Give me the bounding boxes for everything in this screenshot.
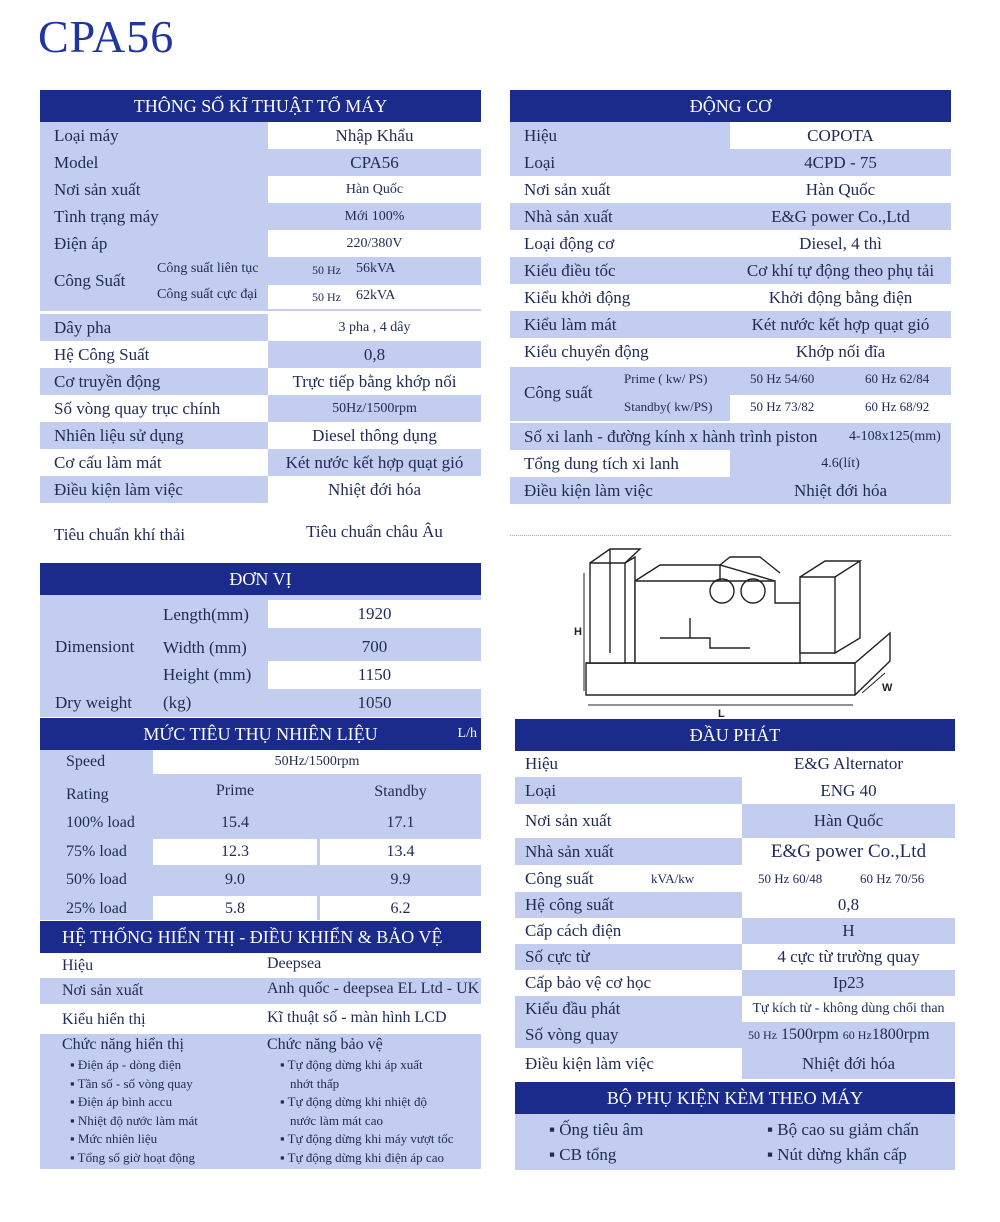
alternator-speed-row bbox=[515, 1022, 955, 1048]
control-row bbox=[40, 978, 481, 1004]
spec-label: Số vòng quay trục chính bbox=[54, 399, 221, 418]
fuel-load-label: 75% load bbox=[66, 842, 127, 860]
spec-row bbox=[40, 122, 481, 149]
display-function-item: ▪ Điện áp bình accu bbox=[70, 1094, 173, 1109]
fuel-load-label: 50% load bbox=[66, 871, 127, 888]
alternator-row bbox=[515, 777, 955, 804]
alternator-row bbox=[515, 892, 955, 918]
alternator-power-label: Công suất bbox=[525, 869, 594, 888]
alternator-power-60: 60 Hz 70/56 bbox=[860, 871, 925, 886]
accessory-item: ▪ Nút dừng khẩn cấp bbox=[767, 1145, 907, 1164]
alternator-row bbox=[515, 804, 955, 838]
width-label: Width (mm) bbox=[163, 638, 247, 657]
spec-value-cell bbox=[268, 149, 481, 176]
alternator-power-50: 50 Hz 60/48 bbox=[758, 871, 823, 886]
protect-function-item: ▪ Tự động dừng khi điện áp cao bbox=[280, 1149, 444, 1165]
alternator-label: Kiểu đầu phát bbox=[525, 999, 621, 1018]
spec-label: Nơi sản xuất bbox=[54, 180, 141, 199]
spec-value-cell bbox=[268, 314, 481, 341]
accessory-item: ▪ CB tổng bbox=[549, 1145, 617, 1164]
alternator-cond-value: Nhiệt đới hóa bbox=[801, 1054, 896, 1073]
page-title: CPA56 bbox=[38, 11, 175, 62]
alternator-label: Nhà sản xuất bbox=[525, 842, 614, 861]
engine-label: Kiểu điều tốc bbox=[524, 261, 616, 280]
control-row bbox=[40, 953, 481, 979]
max-power-label: Công suất cực đại bbox=[157, 287, 258, 302]
engine-row bbox=[510, 477, 951, 504]
fuel-header-title: MỨC TIÊU THỤ NHIÊN LIỆU bbox=[143, 724, 378, 744]
alternator-value: E&G power Co.,Ltd bbox=[770, 841, 927, 862]
engine-row bbox=[510, 257, 951, 284]
accessory-item: ▪ Bộ cao su giảm chấn bbox=[767, 1120, 919, 1139]
spec-value: Mới 100% bbox=[344, 209, 405, 224]
protect-function-item: ▪ Tự động dừng khi áp xuất bbox=[280, 1057, 423, 1072]
alternator-row bbox=[515, 944, 955, 970]
engine-value-cell bbox=[730, 176, 951, 203]
control-value: Anh quốc - deepsea EL Ltd - UK bbox=[267, 980, 480, 997]
spec-value: Hàn Quốc bbox=[345, 182, 404, 197]
spec-value-cell bbox=[268, 422, 481, 449]
control-value: Kĩ thuật số - màn hình LCD bbox=[267, 1009, 447, 1026]
width-value: 700 bbox=[361, 637, 388, 656]
control-label: Nơi sản xuất bbox=[62, 982, 144, 999]
spec-row bbox=[40, 422, 481, 449]
spec-row bbox=[40, 341, 481, 368]
accessory-item: ▪ Ống tiêu âm bbox=[549, 1120, 644, 1139]
control-row bbox=[40, 1007, 481, 1033]
spec-label: Dây pha bbox=[54, 318, 112, 337]
spec-value-cell bbox=[268, 203, 481, 230]
fuel-standby-cell bbox=[320, 839, 481, 865]
engine-value: Hàn Quốc bbox=[805, 180, 876, 199]
alternator-power-row bbox=[515, 865, 955, 892]
engine-row bbox=[510, 450, 951, 477]
emission-row bbox=[40, 521, 481, 548]
length-label: Length(mm) bbox=[163, 605, 249, 624]
emission-value: Tiêu chuẩn châu Âu bbox=[306, 522, 443, 541]
control-label: Hiệu bbox=[62, 957, 94, 974]
spec-label: Cơ cấu làm mát bbox=[54, 453, 162, 472]
engine-value: Khởi động bằng điện bbox=[768, 288, 913, 307]
alternator-row bbox=[515, 918, 955, 944]
control-header: HỆ THỐNG HIỂN THỊ - ĐIỀU KHIỂN & BẢO VỆ bbox=[40, 921, 481, 953]
spec-value: 50Hz/1500rpm bbox=[332, 401, 417, 416]
spec-label: Hệ Công Suất bbox=[54, 345, 150, 364]
dry-weight-value: 1050 bbox=[357, 693, 392, 712]
engine-row bbox=[510, 284, 951, 311]
fuel-prime-value: 15.4 bbox=[221, 814, 249, 831]
fuel-prime-value: 12.3 bbox=[221, 842, 249, 860]
fuel-prime-cell bbox=[153, 810, 317, 836]
engine-label: Loại động cơ bbox=[524, 234, 615, 253]
display-function-item: ▪ Tổng số giờ hoạt động bbox=[70, 1149, 195, 1165]
fuel-standby-cell bbox=[320, 896, 481, 922]
protect-functions-title: Chức năng bảo vệ bbox=[267, 1036, 383, 1053]
alternator-value: 0,8 bbox=[837, 895, 860, 914]
engine-value-cell bbox=[730, 450, 951, 477]
engine-value: COPOTA bbox=[807, 126, 874, 145]
engine-label: Kiểu chuyển động bbox=[524, 342, 649, 361]
alternator-value-cell bbox=[742, 918, 955, 944]
engine-value: Diesel, 4 thì bbox=[799, 234, 882, 253]
cont-power-cell bbox=[268, 259, 481, 283]
spec-row bbox=[40, 449, 481, 476]
engine-header: ĐỘNG CƠ bbox=[510, 90, 951, 122]
spec-value-cell bbox=[268, 176, 481, 203]
alternator-label: Số cực từ bbox=[525, 947, 590, 966]
engine-value: Khớp nối đĩa bbox=[795, 342, 886, 361]
engine-value: Nhiệt đới hóa bbox=[793, 481, 888, 500]
protect-function-item: ▪ Tự động dừng khi máy vượt tốc bbox=[280, 1131, 454, 1146]
alternator-label: Hiệu bbox=[525, 754, 559, 773]
alternator-cond-row bbox=[515, 1048, 955, 1079]
engine-row bbox=[510, 122, 951, 149]
engine-value-cell bbox=[730, 284, 951, 311]
fuel-prime-cell bbox=[153, 867, 317, 893]
fuel-prime-value: 5.8 bbox=[225, 899, 245, 917]
spec-value-cell bbox=[268, 476, 481, 503]
fuel-header bbox=[40, 718, 481, 750]
display-function-item: ▪ Tần số - số vòng quay bbox=[70, 1075, 193, 1091]
spec-value-cell bbox=[268, 122, 481, 149]
alternator-value: E&G Alternator bbox=[793, 754, 904, 773]
spec-row bbox=[40, 368, 481, 395]
alternator-value: Tự kích từ - không dùng chổi than bbox=[752, 1001, 945, 1016]
fuel-load-label: 100% load bbox=[66, 814, 135, 831]
engine-row bbox=[510, 176, 951, 203]
fuel-prime-cell bbox=[153, 896, 317, 922]
engine-label: Kiểu làm mát bbox=[524, 315, 617, 334]
engine-value: E&G power Co.,Ltd bbox=[771, 207, 910, 226]
alternator-cond-label: Điều kiện làm việc bbox=[525, 1054, 654, 1073]
spec-value: 0,8 bbox=[363, 345, 386, 364]
fuel-prime-cell bbox=[153, 839, 317, 865]
alternator-value: Ip23 bbox=[832, 973, 865, 992]
engine-label: Tổng dung tích xi lanh bbox=[524, 454, 679, 473]
fuel-standby-value: 6.2 bbox=[390, 899, 411, 917]
dry-weight-unit: (kg) bbox=[163, 693, 192, 712]
engine-value: Cơ khí tự động theo phụ tải bbox=[746, 261, 935, 280]
diagram-w-label: W bbox=[882, 682, 893, 694]
display-function-item: ▪ Điện áp - dòng điện bbox=[70, 1057, 182, 1072]
spec-value: CPA56 bbox=[350, 153, 399, 172]
engine-label: Loại bbox=[524, 153, 556, 172]
engine-standby-50: 50 Hz 73/82 bbox=[750, 399, 815, 414]
display-functions-title: Chức năng hiển thị bbox=[62, 1036, 184, 1053]
spec-row bbox=[40, 476, 481, 503]
engine-value-cell bbox=[730, 122, 951, 149]
height-value: 1150 bbox=[268, 661, 481, 689]
rating-label: Rating bbox=[66, 786, 109, 803]
speed-label: Speed bbox=[66, 753, 106, 770]
standby-header: Standby bbox=[374, 783, 427, 800]
alternator-label: Cấp bảo vệ cơ học bbox=[525, 973, 652, 992]
spec-row bbox=[40, 203, 481, 230]
diagram-l-label: L bbox=[718, 708, 725, 718]
engine-label: Điều kiện làm việc bbox=[524, 481, 653, 500]
unit-table bbox=[40, 595, 481, 717]
control-functions bbox=[40, 1034, 481, 1169]
spec-value-cell bbox=[268, 395, 481, 422]
engine-row bbox=[510, 338, 951, 365]
engine-value-cell bbox=[730, 230, 951, 257]
alternator-value: H bbox=[842, 921, 855, 940]
spec-value: Trực tiếp bằng khớp nối bbox=[292, 372, 457, 391]
engine-row bbox=[510, 311, 951, 338]
alternator-value-cell bbox=[742, 944, 955, 970]
height-label: Height (mm) bbox=[163, 665, 252, 684]
spec-value-cell bbox=[268, 341, 481, 368]
alternator-value: Hàn Quốc bbox=[813, 811, 884, 830]
protect-function-item: ▪ Tự động dừng khi nhiệt độ bbox=[280, 1094, 428, 1109]
alternator-value-cell bbox=[742, 1048, 955, 1079]
alternator-row bbox=[515, 751, 955, 777]
spec-value: Két nước kết hợp quạt gió bbox=[285, 453, 464, 472]
accessories-list bbox=[515, 1114, 955, 1170]
alternator-value-cell bbox=[742, 777, 955, 804]
alternator-row bbox=[515, 996, 955, 1022]
cont-power-hz: 50 Hz bbox=[312, 263, 341, 277]
spec-row bbox=[40, 176, 481, 203]
engine-value-cell bbox=[730, 257, 951, 284]
alternator-value-cell bbox=[742, 970, 955, 996]
engine-label: Nhà sản xuất bbox=[524, 207, 613, 226]
spec-value: Nhiệt đới hóa bbox=[327, 480, 422, 499]
spec-value: 220/380V bbox=[346, 236, 403, 251]
engine-row bbox=[510, 203, 951, 230]
cont-power-label: Công suất liên tục bbox=[157, 261, 259, 276]
engine-row bbox=[510, 149, 951, 176]
engine-standby-label: Standby( kw/PS) bbox=[624, 399, 713, 414]
alternator-value-cell bbox=[742, 751, 955, 777]
engine-prime-60: 60 Hz 62/84 bbox=[865, 371, 930, 386]
engine-value: 4-108x125(mm) bbox=[849, 429, 941, 444]
spec-value: 3 pha , 4 dây bbox=[338, 320, 411, 335]
alternator-value-cell bbox=[742, 892, 955, 918]
engine-power-block bbox=[510, 367, 951, 421]
power-block bbox=[40, 257, 481, 311]
alternator-label: Nơi sản xuất bbox=[525, 811, 612, 830]
engine-value: Két nước kết hợp quạt gió bbox=[751, 315, 930, 334]
max-power-hz: 50 Hz bbox=[312, 290, 341, 304]
spec-label: Tình trạng máy bbox=[54, 207, 159, 226]
dry-weight-label: Dry weight bbox=[55, 693, 132, 712]
engine-value-cell bbox=[730, 477, 951, 504]
spec-value-cell bbox=[268, 230, 481, 257]
fuel-load-label: 25% load bbox=[66, 899, 127, 917]
display-function-item: ▪ Mức nhiên liệu bbox=[70, 1131, 158, 1146]
alternator-value: ENG 40 bbox=[820, 781, 877, 800]
engine-standby-60: 60 Hz 68/92 bbox=[865, 399, 930, 414]
engine-label: Nơi sản xuất bbox=[524, 180, 611, 199]
length-value: 1920 bbox=[268, 600, 481, 628]
dimension-diagram bbox=[570, 543, 900, 718]
engine-label: Số xi lanh - đường kính x hành trình piston bbox=[524, 427, 818, 446]
alternator-speed-label: Số vòng quay bbox=[525, 1025, 619, 1044]
spec-value-cell bbox=[268, 449, 481, 476]
alternator-value-cell bbox=[742, 804, 955, 838]
spec-label: Cơ truyền động bbox=[54, 372, 161, 391]
power-label: Công Suất bbox=[54, 271, 126, 290]
control-value: Deepsea bbox=[267, 955, 322, 972]
fuel-standby-cell bbox=[320, 810, 481, 836]
engine-prime-50: 50 Hz 54/60 bbox=[750, 371, 815, 386]
accessories-header: BỘ PHỤ KIỆN KÈM THEO MÁY bbox=[515, 1082, 955, 1114]
engine-row bbox=[510, 230, 951, 257]
spec-row bbox=[40, 149, 481, 176]
spec-label: Model bbox=[54, 153, 99, 172]
display-function-item: ▪ Nhiệt độ nước làm mát bbox=[70, 1112, 198, 1128]
engine-value: 4CPD - 75 bbox=[804, 153, 877, 172]
dimension-label: Dimensiont bbox=[55, 637, 135, 656]
alternator-row bbox=[515, 838, 955, 865]
spec-label: Điều kiện làm việc bbox=[54, 480, 183, 499]
diagram-h-label: H bbox=[574, 626, 582, 638]
engine-prime-label: Prime ( kw/ PS) bbox=[624, 371, 708, 386]
alternator-header: ĐẦU PHÁT bbox=[515, 719, 955, 751]
alternator-label: Cấp cách điện bbox=[525, 921, 622, 940]
spec-value-cell bbox=[268, 368, 481, 395]
control-label: Kiểu hiển thị bbox=[62, 1011, 146, 1028]
spec-value: Nhập Khẩu bbox=[335, 126, 414, 145]
spec-row bbox=[40, 395, 481, 422]
fuel-unit: L/h bbox=[457, 726, 477, 741]
unit-header: ĐƠN VỊ bbox=[40, 563, 481, 595]
engine-value-cell bbox=[730, 203, 951, 230]
alternator-power-unit: kVA/kw bbox=[651, 871, 695, 886]
spec-value: Diesel thông dụng bbox=[312, 426, 437, 445]
prime-header: Prime bbox=[215, 782, 255, 799]
fuel-standby-value: 17.1 bbox=[386, 814, 415, 831]
engine-value-cell bbox=[730, 149, 951, 176]
fuel-standby-value: 9.9 bbox=[390, 871, 411, 888]
spec-row bbox=[40, 230, 481, 257]
alternator-row bbox=[515, 970, 955, 996]
engine-row bbox=[510, 423, 951, 450]
fuel-standby-cell bbox=[320, 867, 481, 893]
engine-value: 4.6(lít) bbox=[821, 456, 860, 471]
alternator-value: 4 cực từ trường quay bbox=[777, 947, 920, 966]
spec-label: Nhiên liệu sử dụng bbox=[54, 426, 184, 445]
engine-label: Hiệu bbox=[524, 126, 558, 145]
alternator-label: Loại bbox=[525, 781, 557, 800]
cont-power-value: 56kVA bbox=[356, 261, 396, 276]
divider bbox=[510, 535, 951, 536]
spec-label: Loại máy bbox=[54, 126, 119, 145]
engine-label: Kiểu khởi động bbox=[524, 288, 631, 307]
protect-function-item: nhớt thấp bbox=[290, 1075, 340, 1091]
emission-label: Tiêu chuẩn khí thải bbox=[54, 525, 186, 544]
engine-value-cell bbox=[730, 338, 951, 365]
max-power-value: 62kVA bbox=[356, 288, 396, 303]
spec-header: THÔNG SỐ KĨ THUẬT TỔ MÁY bbox=[40, 90, 481, 122]
fuel-table bbox=[40, 750, 481, 920]
alternator-speed-value: 50 Hz 1500rpm 60 Hz1800rpm bbox=[748, 1026, 930, 1043]
alternator-value-cell bbox=[742, 996, 955, 1022]
speed-value: 50Hz/1500rpm bbox=[153, 750, 481, 774]
engine-value-cell bbox=[730, 311, 951, 338]
fuel-standby-value: 13.4 bbox=[386, 842, 415, 860]
spec-label: Điện áp bbox=[54, 234, 108, 253]
protect-function-item: nước làm mát cao bbox=[290, 1112, 383, 1128]
engine-power-label: Công suất bbox=[524, 383, 593, 402]
alternator-label: Hệ công suất bbox=[525, 895, 614, 914]
alternator-value-cell bbox=[742, 838, 955, 865]
fuel-prime-value: 9.0 bbox=[225, 871, 245, 888]
spec-row bbox=[40, 314, 481, 341]
max-power-cell bbox=[268, 285, 481, 309]
